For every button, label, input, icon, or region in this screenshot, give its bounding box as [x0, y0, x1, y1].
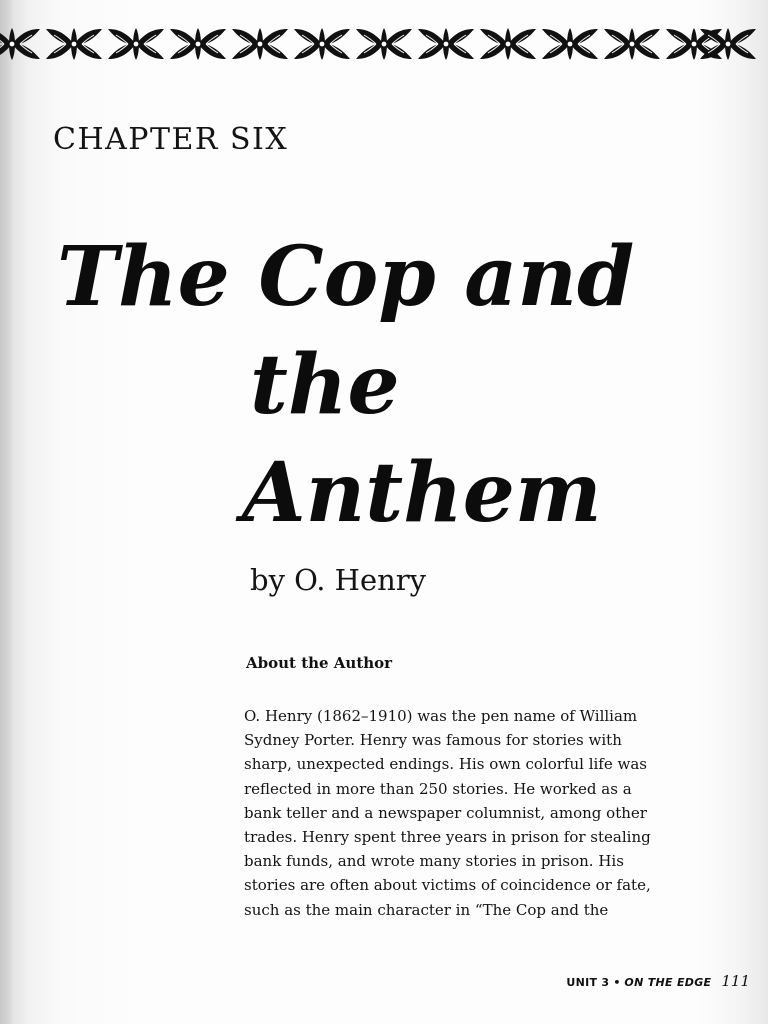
author-byline: by O. Henry: [250, 563, 427, 597]
paragraph-line: bank teller and a newspaper columnist, among other: [244, 803, 647, 822]
paragraph-line: sharp, unexpected endings. His own colorful life was: [244, 755, 647, 774]
chapter-label: CHAPTER SIX: [53, 122, 289, 157]
paragraph-line: stories are often about victims of coincidence or fate,: [244, 876, 651, 895]
paragraph-line: bank funds, and wrote many stories in prison. His: [244, 852, 624, 871]
footer-separator: •: [613, 976, 621, 989]
about-author-paragraph: [244, 704, 744, 922]
story-title-line-2: the: [250, 337, 400, 433]
paragraph-line: O. Henry (1862–1910) was the pen name of William: [244, 707, 638, 725]
footer-section-label: ON THE EDGE: [624, 976, 712, 989]
spine-shadow: [0, 0, 14, 1024]
paragraph-line: such as the main character in “The Cop and the: [244, 900, 609, 919]
footer-unit-label: UNIT 3: [566, 976, 610, 989]
paragraph-line: trades. Henry spent three years in prison for stealing: [244, 828, 651, 847]
page-footer: [566, 971, 750, 990]
story-title-line-3: Anthem: [242, 445, 602, 541]
page-number: 111: [721, 972, 750, 990]
paragraph-line: Sydney Porter. Henry was famous for stories with: [244, 731, 622, 750]
story-title-line-1: The Cop and: [57, 229, 635, 325]
decorative-border-band: [0, 24, 756, 64]
paragraph-line: reflected in more than 250 stories. He worked as a: [244, 779, 632, 798]
about-author-heading: About the Author: [246, 654, 393, 672]
